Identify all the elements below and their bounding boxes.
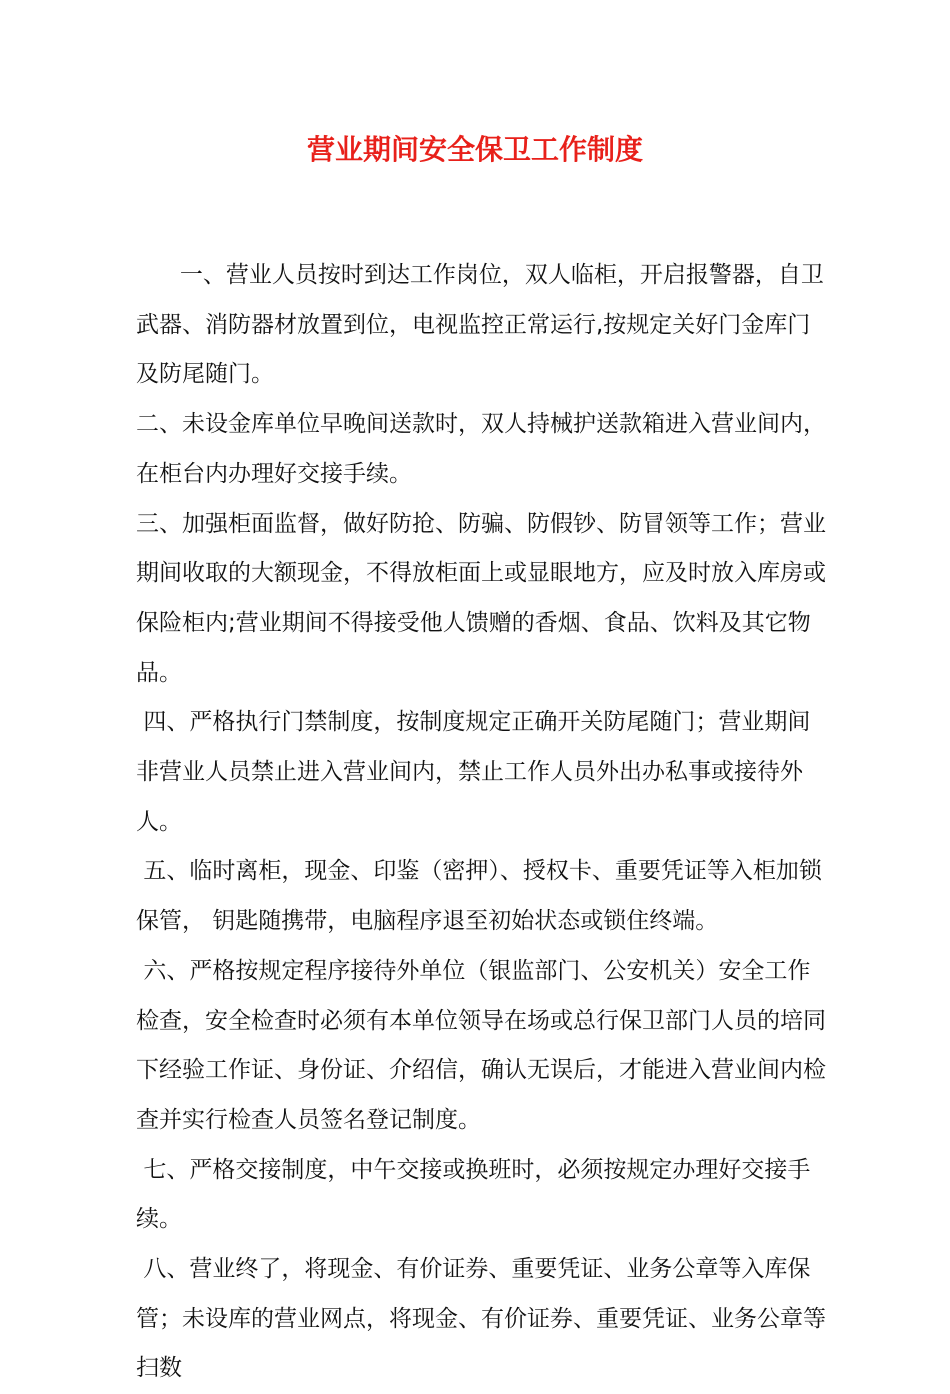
document-title: 营业期间安全保卫工作制度	[306, 133, 643, 166]
paragraph-8: 八、营业终了，将现金、有价证券、重要凭证、业务公章等入库保管；未设库的营业网点，将现金、有价证券、重要凭证、业务公章等扫数	[136, 1256, 826, 1382]
paragraph-7: 七、严格交接制度，中午交接或换班时，必须按规定办理好交接手续。	[136, 1156, 811, 1233]
document-body	[136, 251, 826, 1394]
paragraph-1: 一、营业人员按时到达工作岗位，双人临柜，开启报警器，自卫武器、消防器材放置到位，电视监控正常运行,按规定关好门金库门及防尾随门。	[136, 262, 824, 388]
paragraph-2: 二、未设金库单位早晚间送款时，双人持械护送款箱进入营业间内，在柜台内办理好交接手续。	[136, 411, 826, 487]
paragraph-3: 三、加强柜面监督，做好防抢、防骗、防假钞、防冒领等工作；营业期间收取的大额现金，不得放柜面上或显眼地方，应及时放入库房或保险柜内;营业期间不得接受他人馈赠的香烟、食品、饮料及其它物品。	[136, 510, 826, 686]
paragraph-5: 五、临时离柜，现金、印鉴（密押）、授权卡、重要凭证等入柜加锁保管， 钥匙随携带，电脑程序退至初始状态或锁住终端。	[136, 858, 822, 935]
paragraph-6: 六、严格按规定程序接待外单位（银监部门、公安机关）安全工作检查，安全检查时必须有本单位领导在场或总行保卫部门人员的培同下经验工作证、身份证、介绍信，确认无误后，才能进入营业间内检查并实行检查人员签名登记制度。	[136, 957, 826, 1133]
paragraph-4: 四、严格执行门禁制度，按制度规定正确开关防尾随门；营业期间非营业人员禁止进入营业间内，禁止工作人员外出办私事或接待外人。	[136, 709, 811, 835]
